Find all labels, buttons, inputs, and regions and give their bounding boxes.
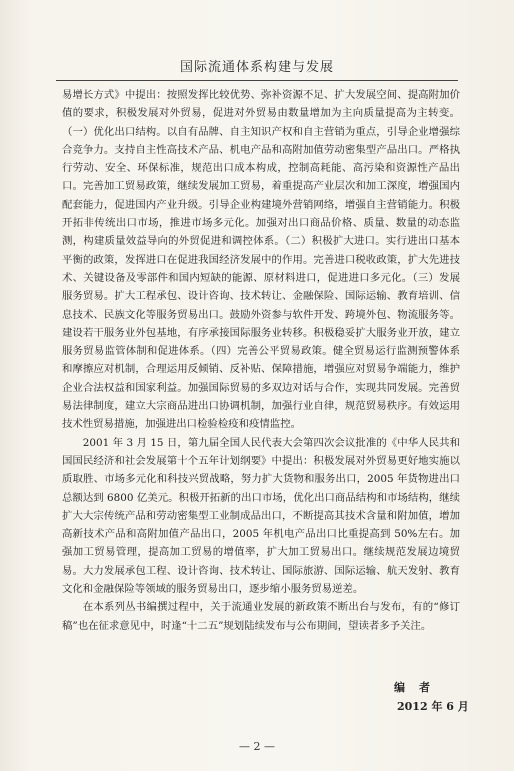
paragraph-continued: 易增长方式》中提出：按照发挥比较优势、弥补资源不足、扩大发展空间、提高附加价值的要求，积极发展对外贸易，促进对外贸易由数量增加为主向质量提高为主转变。（一）优化出口结构。以自有品牌、自主知识产权和自主营销为重点，引导企业增强综合竞争力。支持自主性高技术产品、机电产品和高附加值劳动密集型产品出口。严格执行劳动、安全、环保标准，规范出口成本构成，控制高耗能、高污染和资源性产品出口。完善加工贸易政策，继续发展加工贸易，着重提高产业层次和加工深度，增强国内配套能力，促进国内产业升级。引导企业构建境外营销网络，增强自主营销能力。积极开拓非传统出口市场，推进市场多元化。加强对出口商品价格、质量、数量的动态监测，构建质量效益导向的外贸促进和调控体系。（二）积极扩大进口。实行进出口基本平衡的政策，发挥进口在促进我国经济发展中的作用。完善进口税收政策，扩大先进技术、关键设备及零部件和国内短缺的能源、原材料进口，促进进口多元化。（三）发展服务贸易。扩大工程承包、设计咨询、技术转让、金融保险、国际运输、教育培训、信息技术、民族文化等服务贸易出口。鼓励外资参与软件开发、跨境外包、物流服务等。建设若干服务业外包基地，有序承接国际服务业转移。积极稳妥扩大服务业开放，建立服务贸易监管体制和促进体系。（四）完善公平贸易政策。健全贸易运行监测预警体系和摩擦应对机制，合理运用反倾销、反补贴、保障措施，增强应对贸易争端能力，维护企业合法权益和国家利益。加强国际贸易的多双边对话与合作，实现共同发展。完善贸易法律制度，建立大宗商品进出口协调机制，加强行业自律，规范贸易秩序。有效运用技术性贸易措施，加强进出口检验检疫和疫情监控。 xyxy=(62,89,460,431)
editor-signature: 编者 xyxy=(394,681,444,694)
running-header: 国际流通体系构建与发展 xyxy=(179,60,334,75)
paragraph-tenth-five-year-plan: 2001 年 3 月 15 日，第九届全国人民代表大会第四次会议批准的《中华人民共和国国民经济和社会发展第十个五年计划纲要》中提出：积极发展对外贸易更好地实施以质取胜、市场多元化和科技兴贸战略，努力扩大货物和服务出口，2005 年货物进出口总额达到 6800 亿美元。积极开拓新的出口市场，优化出口商品结构和市场结构，继续扩大大宗传统产品和劳动密集型工业制成品出口，不断提高其技术含量和附加值，增加高新技术产品和高附加值产品出口，2005 年机电产品出口比重提高到 50%左右。加强加工贸易管理，提高加工贸易的增值率，扩大加工贸易出口。继续规范发展边境贸易。大力发展承包工程、设计咨询、技术转让、国际旅游、国际运输、航天发射、教育文化和金融保险等领域的服务贸易出口，逐步缩小服务贸易逆差。 xyxy=(62,436,460,596)
page-number: — 2 — xyxy=(239,740,275,753)
signature-date: 2012 年 6 月 xyxy=(397,700,469,713)
paragraph-series-note: 在本系列丛书编撰过程中，关于流通业发展的新政策不断出台与发布，有的“修订稿”也在征求意见中，时逢“十二五”规划陆续发布与公布期间，望读者多予关注。 xyxy=(62,601,460,632)
body-text xyxy=(62,86,460,635)
header-rule xyxy=(56,80,458,81)
